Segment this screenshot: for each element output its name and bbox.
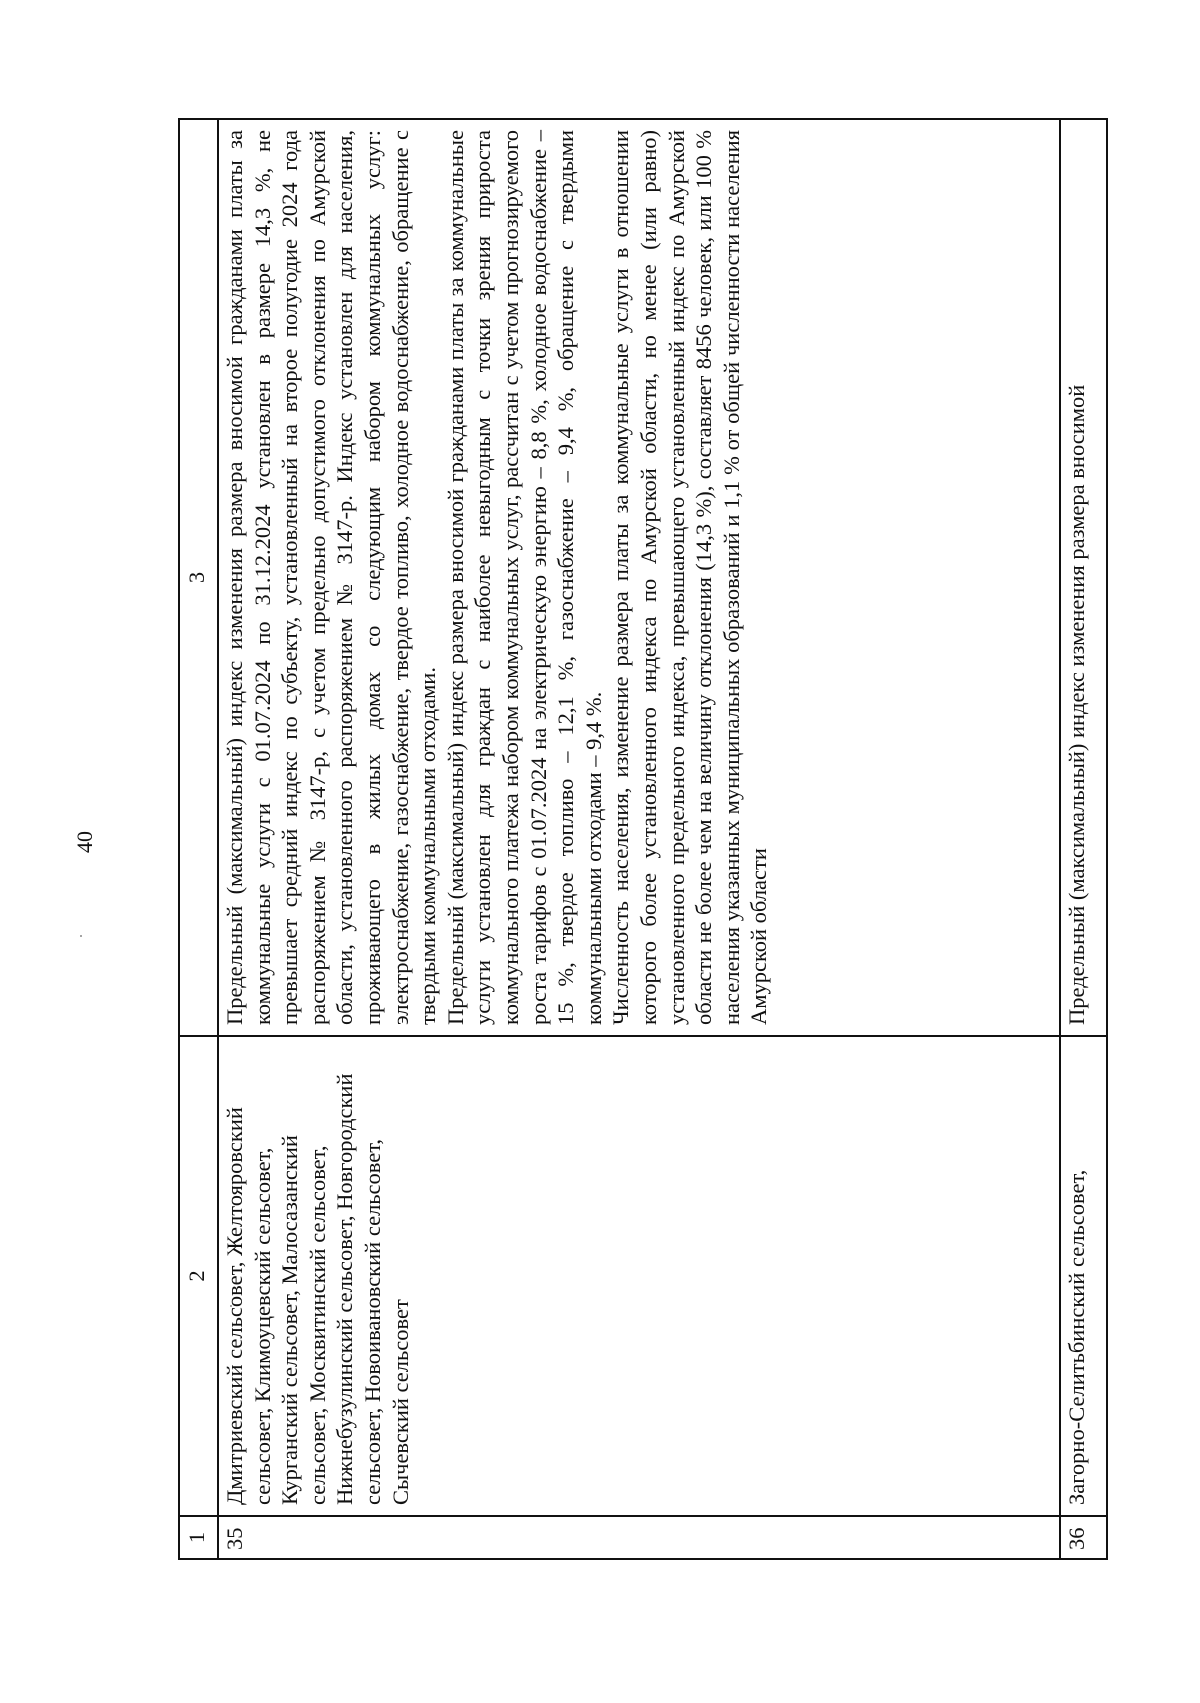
table-row bbox=[1060, 119, 1107, 1559]
paragraph: Предельный (максимальный) индекс изменения размера вносимой bbox=[1063, 384, 1089, 1025]
data-table bbox=[178, 118, 1108, 1560]
row-number: 36 bbox=[1060, 1516, 1107, 1559]
header-col-1: 1 bbox=[179, 1516, 218, 1559]
table-header-row bbox=[179, 119, 218, 1559]
paragraph: Численность населения, изменение размера платы за коммунальные услуги в отношении которого более установленного индекса по Амурской области, но менее (или равно) установленного предельного индекса, превышающего установленный индекс по Амурской области не более чем на величину отклонения (14,3 %), составляет 8456 человек, или 100 % населения указанных муниципальных образований и 1,1 % от общей численности населения Амурской области bbox=[608, 130, 772, 1025]
municipality-list: Загорно-Селитьбинский сельсовет, bbox=[1060, 1036, 1107, 1516]
paragraph: Предельный (максимальный) индекс изменения размера вносимой гражданами платы за коммунальные услуги с 01.07.2024 по 31.12.2024 установлен в размере 14,3 %, не превышает средний индекс по субъекту, установленный на второе полугодие 2024 года распоряжением № 3147-р, с учетом предельно допустимого отклонения по Амурской области, установленного распоряжением № 3147-р. Индекс установлен для населения, проживающего в жилых домах со следующим набором коммунальных услуг: электроснабжение, газоснабжение, твердое топливо, холодное водоснабжение, обращение с твердыми коммунальными отходами. bbox=[222, 130, 441, 1025]
index-description bbox=[1060, 119, 1107, 1036]
municipality-list: Дмитриевский сельсовет, Желтояровский сельсовет, Климоуцевский сельсовет, Курганский сельсовет, Малосазанский сельсовет, Москвитинский сельсовет, Нижнебузулинский сельсовет, Новгородский сельсовет, Новоивановский сельсовет, Сычевский сельсовет bbox=[218, 1036, 1060, 1516]
rotated-table-container bbox=[178, 120, 1108, 1560]
page-number: 40 bbox=[72, 831, 97, 853]
paragraph: Предельный (максимальный) индекс размера вносимой гражданами платы за коммунальные услуги установлен для граждан с наиболее невыгодным с точки зрения прироста коммунального платежа набором коммунальных услуг, рассчитан с учетом прогнозируемого роста тарифов с 01.07.2024 на электрическую энергию – 8,8 %, холодное водоснабжение – 15 %, твердое топливо – 12,1 %, газоснабжение – 9,4 %, обращение с твердыми коммунальными отходами – 9,4 %. bbox=[442, 130, 606, 1025]
scan-speck bbox=[80, 935, 82, 937]
table-row bbox=[218, 119, 1060, 1559]
index-description bbox=[218, 119, 1060, 1036]
header-col-2: 2 bbox=[179, 1036, 218, 1516]
row-number: 35 bbox=[218, 1516, 1060, 1559]
header-col-3: 3 bbox=[179, 119, 218, 1036]
